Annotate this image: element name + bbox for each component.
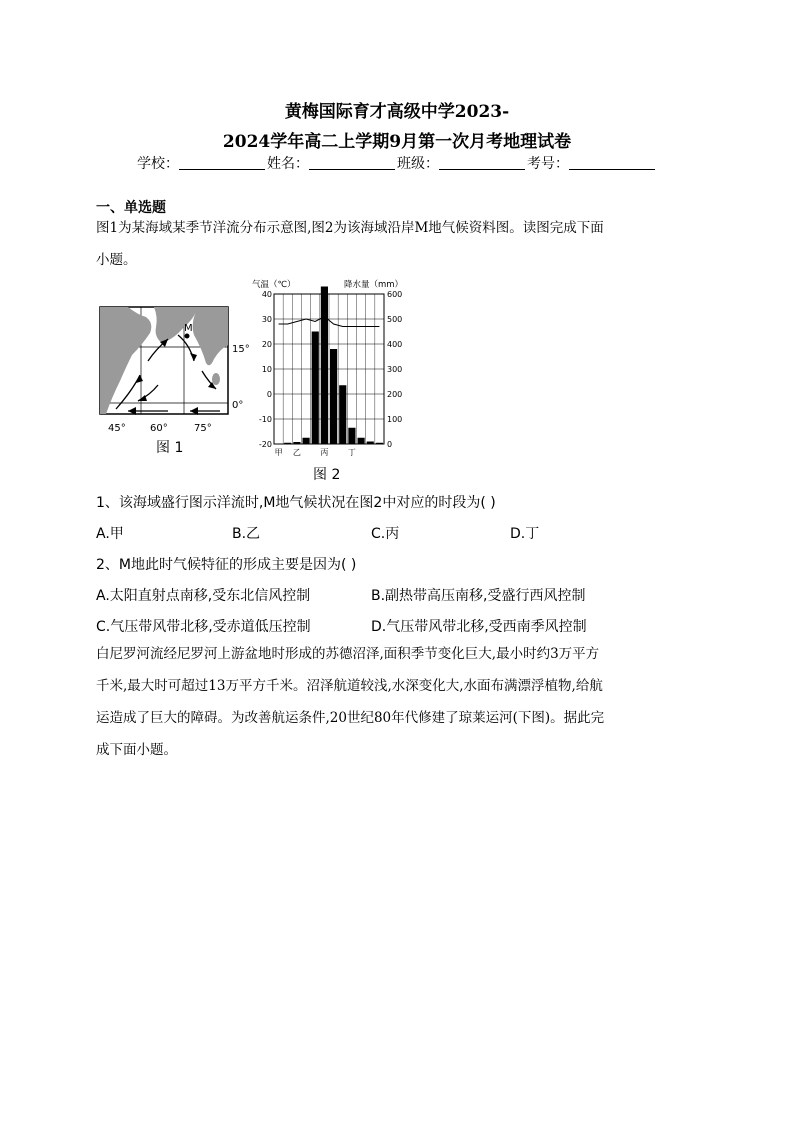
class-label: 班级： [397, 156, 439, 172]
precip-bar [293, 442, 300, 444]
point-m [185, 334, 190, 339]
precip-bar [376, 443, 383, 444]
precip-bar [348, 428, 355, 444]
right-tick-label: 0 [387, 440, 393, 449]
number-blank[interactable] [569, 169, 655, 170]
exam-title-line1: 黄梅国际育才高级中学2023- [284, 102, 510, 122]
school-blank[interactable] [179, 169, 265, 170]
passage2-line1: 白尼罗河流经尼罗河上游盆地时形成的苏德沼泽,面积季节变化巨大,最小时约3万平方 [96, 646, 600, 662]
precip-bar [303, 438, 310, 444]
figure2-caption: 图 2 [313, 467, 341, 483]
x-period-label: 乙 [292, 448, 301, 457]
passage2-line4: 成下面小题。 [96, 742, 177, 758]
precip-bar [312, 332, 319, 445]
precip-bar [330, 349, 337, 444]
passage2-line2: 千米,最大时可超过13万平方千米。沼泽航道较浅,水深变化大,水面布满漂浮植物,给航 [96, 678, 603, 694]
left-tick-label: 20 [261, 340, 272, 349]
student-info-line [0, 153, 794, 173]
q1-option-b[interactable]: B.乙 [232, 526, 261, 542]
lat-0-label: 0° [232, 400, 244, 411]
q1-stem: 1、该海域盛行图示洋流时,M地气候状况在图2中对应的时段为( ) [96, 495, 496, 511]
school-label: 学校： [137, 156, 179, 172]
left-tick-label: 30 [261, 315, 272, 324]
right-tick-label: 600 [387, 290, 403, 299]
left-tick-label: -10 [258, 415, 272, 424]
figure2-climate-chart [252, 276, 412, 464]
q2-option-d[interactable]: D.气压带风带北移,受西南季风控制 [371, 619, 587, 635]
class-blank[interactable] [439, 169, 525, 170]
lon-45-label: 45° [108, 423, 126, 434]
precip-bar [275, 444, 282, 445]
right-tick-label: 100 [387, 415, 403, 424]
precip-bar [284, 443, 291, 444]
passage2-line3: 运造成了巨大的障碍。为改善航运条件,20世纪80年代修建了琼莱运河(下图)。据此完 [96, 710, 605, 726]
left-tick-label: -20 [258, 440, 272, 449]
left-tick-label: 40 [261, 290, 272, 299]
number-label: 考号： [527, 156, 569, 172]
q2-option-a[interactable]: A.太阳直射点南移,受东北信风控制 [96, 588, 311, 604]
precip-bar [358, 438, 365, 444]
right-tick-label: 300 [387, 365, 403, 374]
land-srilanka [212, 373, 220, 385]
q2-stem: 2、M地此时气候特征的形成主要是因为( ) [96, 557, 357, 573]
left-axis-title: 气温（℃） [252, 280, 296, 290]
x-period-label: 甲 [274, 448, 283, 457]
right-tick-label: 200 [387, 390, 403, 399]
lon-75-label: 75° [194, 423, 212, 434]
precip-bar [367, 442, 374, 445]
exam-title-line2: 2024学年高二上学期9月第一次月考地理试卷 [222, 132, 572, 152]
figure1-caption: 图 1 [156, 440, 184, 456]
intro-line1: 图1为某海域某季节洋流分布示意图,图2为该海域沿岸M地气候资料图。读图完成下面 [96, 220, 604, 236]
right-tick-label: 500 [387, 315, 403, 324]
left-tick-label: 0 [266, 390, 272, 399]
figure1-map [98, 305, 258, 435]
q1-option-d[interactable]: D.丁 [510, 526, 540, 542]
lat-15-label: 15° [232, 344, 250, 355]
q2-option-b[interactable]: B.副热带高压南移,受盛行西风控制 [371, 588, 586, 604]
intro-line2: 小题。 [96, 252, 137, 268]
q2-option-c[interactable]: C.气压带风带北移,受赤道低压控制 [96, 619, 311, 635]
precip-bar [321, 287, 328, 445]
left-tick-label: 10 [261, 365, 272, 374]
right-axis-title: 降水量（mm） [344, 280, 404, 290]
q1-option-a[interactable]: A.甲 [96, 526, 124, 542]
name-label: 姓名： [267, 156, 309, 172]
x-period-label: 丙 [320, 448, 329, 457]
section-heading: 一、单选题 [96, 200, 166, 216]
x-period-label: 丁 [347, 448, 356, 457]
q1-option-c[interactable]: C.丙 [371, 526, 400, 542]
point-m-label: M [184, 323, 193, 334]
right-tick-label: 400 [387, 340, 403, 349]
precip-bar [339, 385, 346, 444]
name-blank[interactable] [309, 169, 395, 170]
lon-60-label: 60° [150, 423, 168, 434]
